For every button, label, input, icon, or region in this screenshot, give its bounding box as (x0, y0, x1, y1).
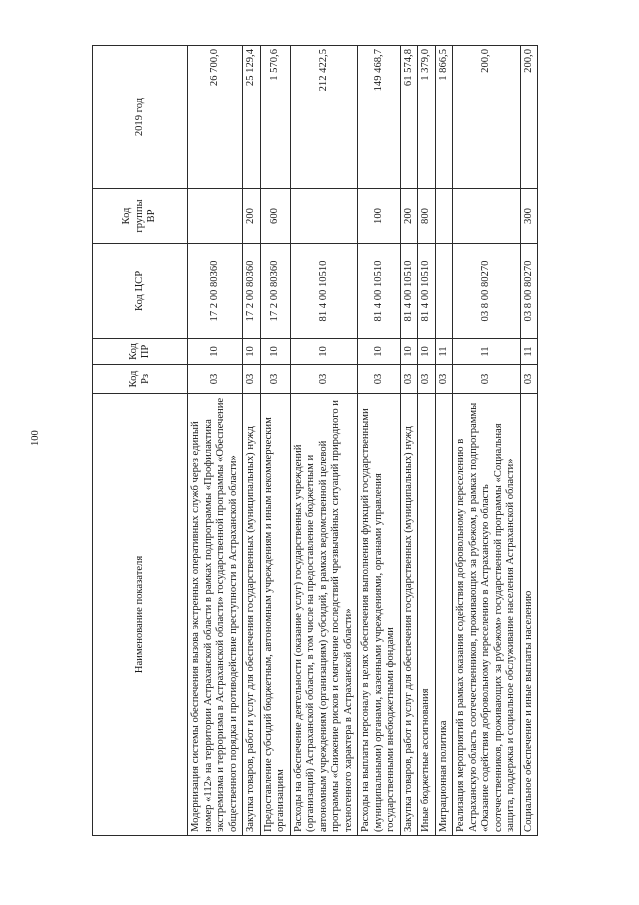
row-vr: 100 (358, 189, 401, 244)
row-vr: 200 (243, 189, 261, 244)
header-amount: 2019 год (93, 46, 188, 189)
budget-table-sheet (92, 46, 622, 836)
row-name: Миграционная политика (435, 394, 453, 836)
row-pr: 11 (453, 339, 521, 365)
row-csr: 17 2 00 80360 (188, 244, 243, 339)
table-header-row (93, 46, 188, 836)
row-pr: 11 (435, 339, 453, 365)
row-vr (188, 189, 243, 244)
header-pr: Код ПР (93, 339, 188, 365)
row-name: Расходы на обеспечение деятельности (оказание услуг) государственных учреждений (организаций) Астраханской области, в том числе на предоставление бюджетным и автономным учреждениям (организациям) субсидий, в рамках ведомственной целевой программы «Снижение рисков и смягчение последствий чрезвычайных ситуаций природного и техногенного характера в Астраханской области» (290, 394, 358, 836)
row-vr: 200 (400, 189, 418, 244)
row-rz: 03 (520, 365, 538, 394)
table-row (400, 46, 418, 836)
row-rz: 03 (435, 365, 453, 394)
row-rz: 03 (290, 365, 358, 394)
row-name: Закупка товаров, работ и услуг для обеспечения государственных (муниципальных) нужд (400, 394, 418, 836)
row-amount: 1 866,5 (435, 46, 453, 189)
row-name: Модернизация системы обеспечения вызова экстренных оперативных служб через единый номер «112» на территории Астраханской области в рамках подпрограммы «Профилактика экстремизма и терроризма в Астраханской области» государственной программы «Обеспечение общественного порядка и противодействие преступности в Астраханской области» (188, 394, 243, 836)
row-csr: 17 2 00 80360 (243, 244, 261, 339)
page-number: 100 (30, 430, 41, 446)
row-name: Предоставление субсидий бюджетным, автономным учреждениям и иным некоммерческим организациям (260, 394, 290, 836)
row-vr: 600 (260, 189, 290, 244)
row-vr (435, 189, 453, 244)
row-vr: 800 (418, 189, 436, 244)
header-csr: Код ЦСР (93, 244, 188, 339)
row-rz: 03 (188, 365, 243, 394)
row-pr: 10 (418, 339, 436, 365)
table-row (418, 46, 436, 836)
row-rz: 03 (418, 365, 436, 394)
row-csr: 81 4 00 10510 (358, 244, 401, 339)
row-vr (453, 189, 521, 244)
row-pr: 10 (188, 339, 243, 365)
row-pr: 10 (243, 339, 261, 365)
table-row (260, 46, 290, 836)
row-amount: 1 570,6 (260, 46, 290, 189)
table-row (188, 46, 243, 836)
row-rz: 03 (400, 365, 418, 394)
row-name: Расходы на выплаты персоналу в целях обеспечения выполнения функций государственными (муниципальными) органами, казенными учреждениями, органами управления государственными внебюджетными фондами (358, 394, 401, 836)
row-name: Закупка товаров, работ и услуг для обеспечения государственных (муниципальных) нужд (243, 394, 261, 836)
row-amount: 200,0 (453, 46, 521, 189)
row-csr: 81 4 00 10510 (400, 244, 418, 339)
table-row (435, 46, 453, 836)
row-amount: 26 700,0 (188, 46, 243, 189)
row-amount: 200,0 (520, 46, 538, 189)
row-vr: 300 (520, 189, 538, 244)
row-pr: 10 (358, 339, 401, 365)
header-rz: Код Рз (93, 365, 188, 394)
row-name: Социальное обеспечение и иные выплаты населению (520, 394, 538, 836)
table-row (358, 46, 401, 836)
budget-table (92, 45, 538, 836)
row-pr: 10 (400, 339, 418, 365)
row-csr: 03 8 00 80270 (520, 244, 538, 339)
row-rz: 03 (260, 365, 290, 394)
row-rz: 03 (453, 365, 521, 394)
header-name: Наименование показателя (93, 394, 188, 836)
row-csr (435, 244, 453, 339)
row-amount: 25 129,4 (243, 46, 261, 189)
row-rz: 03 (243, 365, 261, 394)
row-pr: 10 (290, 339, 358, 365)
row-amount: 61 574,8 (400, 46, 418, 189)
row-csr: 17 2 00 80360 (260, 244, 290, 339)
row-csr: 03 8 00 80270 (453, 244, 521, 339)
row-amount: 212 422,5 (290, 46, 358, 189)
table-row (243, 46, 261, 836)
table-row (290, 46, 358, 836)
row-name: Реализация мероприятий в рамках оказания содействия добровольному переселению в Астраханскую область соотечественников, проживающих за рубежом, в рамках подпрограммы «Оказание содействия добровольному переселению в Астраханскую область соотечественников, проживающих за рубежом» государственной программы «Социальная защита, поддержка и социальное обслуживание населения Астраханской области» (453, 394, 521, 836)
table-row (453, 46, 521, 836)
table-row (520, 46, 538, 836)
row-rz: 03 (358, 365, 401, 394)
row-amount: 149 468,7 (358, 46, 401, 189)
header-vr: Код группы ВР (93, 189, 188, 244)
row-csr: 81 4 00 10510 (290, 244, 358, 339)
row-csr: 81 4 00 10510 (418, 244, 436, 339)
row-amount: 1 379,0 (418, 46, 436, 189)
row-vr (290, 189, 358, 244)
row-name: Иные бюджетные ассигнования (418, 394, 436, 836)
row-pr: 10 (260, 339, 290, 365)
row-pr: 11 (520, 339, 538, 365)
